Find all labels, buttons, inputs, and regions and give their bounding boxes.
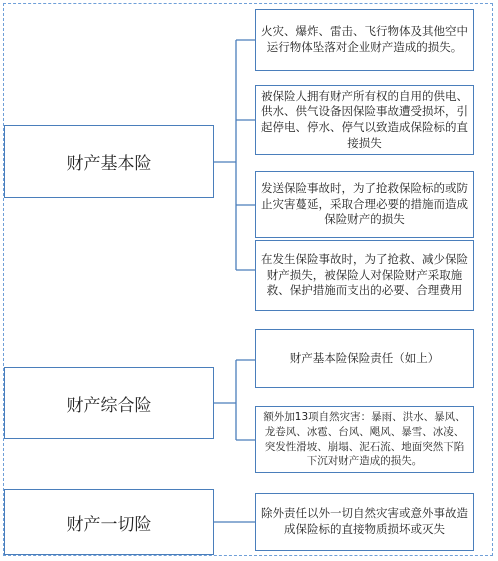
comprehensive-item-1: 财产基本险保险责任（如上） xyxy=(255,329,474,388)
category-comprehensive xyxy=(4,367,214,439)
category-label: 财产基本险 xyxy=(66,154,152,174)
category-label: 财产综合险 xyxy=(66,395,152,416)
comprehensive-item-2: 额外加13项自然灾害：暴雨、洪水、暴风、龙卷风、冰雹、台风、飓风、暴雪、冰凌、突发性滑坡、崩塌、泥石流、地面突然下陷下沉对财产造成的损失。 xyxy=(255,406,474,473)
basic-item-1: 火灾、爆炸、雷击、飞行物体及其他空中运行物体坠落对企业财产造成的损失。 xyxy=(255,9,474,71)
all-risk-item-1: 除外责任以外一切自然灾害或意外事故造成保险标的直接物质损坏或灭失 xyxy=(255,493,474,551)
basic-item-4: 在发生保险事故时，为了抢救、减少保险财产损失，被保险人对保险财产采取施救、保护措施而支出的必要、合理费用 xyxy=(255,240,474,311)
category-label: 财产一切险 xyxy=(66,514,152,535)
basic-item-2: 被保险人拥有财产所有权的自用的供电、供水、供气设备因保险事故遭受损坏，引起停电、停水、停气以致造成保险标的直接损失 xyxy=(255,85,474,155)
category-basic xyxy=(4,125,214,198)
category-all-risk xyxy=(4,489,214,555)
basic-item-3: 发送保险事故时，为了抢救保险标的或防止灾害蔓延，采取合理必要的措施而造成保险财产的损失 xyxy=(255,171,474,238)
